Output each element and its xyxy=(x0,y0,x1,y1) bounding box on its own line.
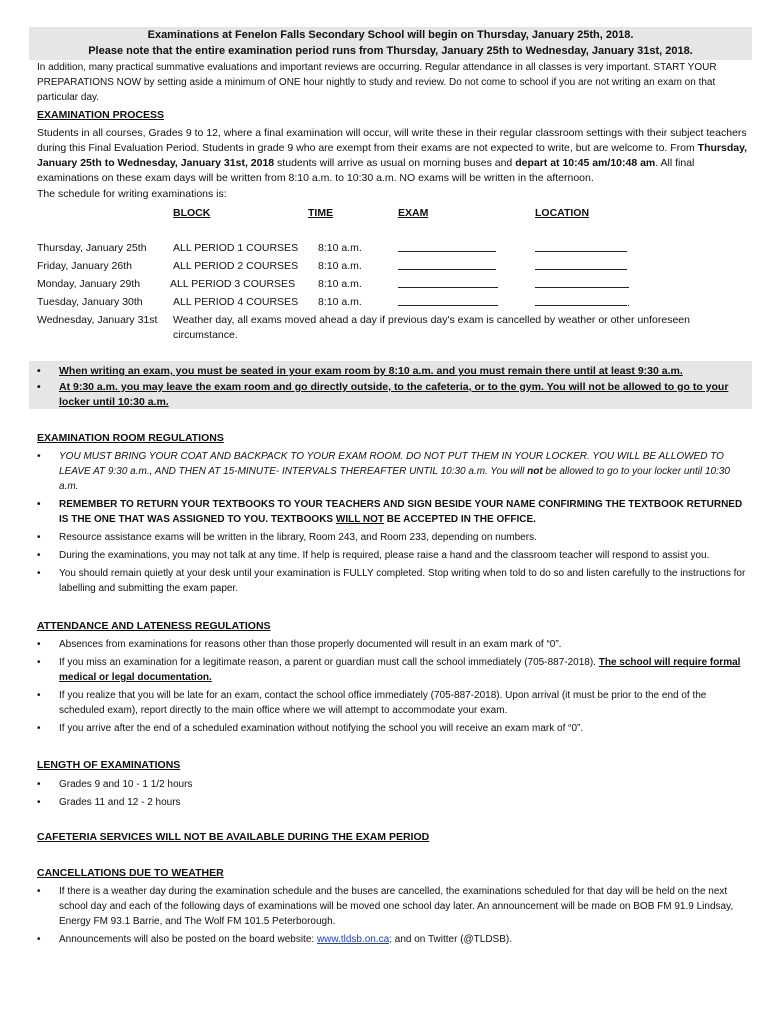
location-blank xyxy=(535,241,627,259)
weather-cancellation-rule: • If there is a weather day during the examination schedule and the buses are cancelled, the examinations scheduled for that day will be held on the next school day and each of the following days of examinations will be moved one school day later. An announcement will be made on BOB FM 91.9 Lindsay, Energy FM 93.1 Barrie, and The Wolf FM 101.5 Peterborough. xyxy=(37,884,752,929)
schedule-row-day: Friday, January 26th xyxy=(37,260,132,272)
coat-rule xyxy=(37,449,752,494)
announcements-item xyxy=(37,932,752,947)
title-banner xyxy=(29,27,752,60)
coat-rule-text: YOU MUST BRING YOUR COAT AND BACKPACK TO YOUR EXAM ROOM. DO NOT PUT THEM IN YOUR LOCKER. YOU WILL BE ALLOWED TO LEAVE AT 9:30 a.m., AND THEN AT 15-MINUTE- INTERVALS THEREAFTER UNTIL 10:30 a.m. You will xyxy=(59,450,724,477)
seating-note: • When writing an exam, you must be seated in your exam room by 8:10 a.m. and you must remain there until at least 9:30 a.m. xyxy=(37,364,742,379)
exam-blank xyxy=(398,295,498,313)
process-text-c: . All final examinations on these exam days will be written from 8:10 a.m. to 10:30 a.m. NO exams will be written in the afternoon. xyxy=(37,156,695,184)
schedule-row-day: Monday, January 29th xyxy=(37,278,141,290)
examination-process-section xyxy=(37,108,752,201)
weather-section xyxy=(37,866,752,950)
attendance-heading: ATTENDANCE AND LATENESS REGULATIONS xyxy=(37,620,271,632)
schedule-row-day: Thursday, January 25th xyxy=(37,242,147,254)
schedule-row-time: 8:10 a.m. xyxy=(318,242,362,254)
schedule-row-time: 8:10 a.m. xyxy=(318,278,362,290)
examination-process-heading: EXAMINATION PROCESS xyxy=(37,109,164,121)
twitter-text: and on Twitter (@TLDSB). xyxy=(392,933,513,945)
missed-exam-documentation: The school will require formal medical or legal documentation. xyxy=(59,656,741,683)
schedule-row-block: ALL PERIOD 3 COURSES xyxy=(170,278,296,290)
textbook-rule-text-b: BE ACCEPTED IN THE OFFICE xyxy=(384,513,534,525)
length-senior: • Grades 11 and 12 - 2 hours xyxy=(37,795,752,810)
schedule-row-block: ALL PERIOD 2 COURSES xyxy=(173,260,299,272)
textbook-rule-period: . xyxy=(533,513,536,525)
quiet-rule: • You should remain quietly at your desk until your examination is FULLY completed. Stop writing when told to do so and listen carefully to the instructions for labelling and submitting the exam paper. xyxy=(37,566,752,596)
exam-blank xyxy=(398,241,496,259)
talking-rule: • During the examinations, you may not talk at any time. If help is required, please raise a hand and the classroom teacher will respond to assist you. xyxy=(37,548,752,563)
exam-blank xyxy=(398,277,498,295)
length-section xyxy=(37,758,752,813)
weather-day-label: Wednesday, January 31st xyxy=(37,314,158,326)
board-website-link[interactable]: www.tldsb.on.ca; xyxy=(316,933,392,945)
length-heading: LENGTH OF EXAMINATIONS xyxy=(37,759,181,771)
schedule-row-time: 8:10 a.m. xyxy=(318,296,362,308)
missed-exam-text: If you miss an examination for a legitimate reason, a parent or guardian must call the school immediately (705-887-2018). xyxy=(59,656,599,668)
late-rule: • If you realize that you will be late for an exam, contact the school office immediately (705-887-2018). Upon arrival (it must be prior to the end of the scheduled exam), report directly to the main office where we will attempt to accommodate your exam. xyxy=(37,688,752,718)
schedule-header-time: TIME xyxy=(308,207,334,219)
process-text-b: students will arrive as usual on morning buses and xyxy=(274,156,516,169)
title-line-1: Examinations at Fenelon Falls Secondary School will begin on Thursday, January 25th, 2018. xyxy=(147,29,634,41)
announcements-text: Announcements will also be posted on the board website: xyxy=(59,933,317,945)
schedule-header-location: LOCATION xyxy=(535,207,590,219)
process-depart-time: depart at 10:45 am/10:48 am xyxy=(515,156,656,169)
missed-exam-rule xyxy=(37,655,752,685)
location-blank: . xyxy=(535,295,630,313)
location-blank xyxy=(535,259,627,277)
schedule-row-block: ALL PERIOD 1 COURSES xyxy=(173,242,299,254)
weather-day-text: Weather day, all exams moved ahead a day if previous day's exam is cancelled by weather or other unforeseen circumstance. xyxy=(173,314,690,341)
after-end-rule: • If you arrive after the end of a scheduled examination without notifying the school you will receive an exam mark of “0”. xyxy=(37,721,752,736)
textbook-rule xyxy=(37,497,752,527)
leaving-note: • At 9:30 a.m. you may leave the exam room and go directly outside, to the cafeteria, or to the gym. You will not be allowed to go to your locker until 10:30 a.m. xyxy=(37,380,742,410)
absence-rule: • Absences from examinations for reasons other than those properly documented will result in an exam mark of “0”. xyxy=(37,637,752,652)
schedule-header-exam: EXAM xyxy=(398,207,429,219)
examination-process-paragraph xyxy=(37,126,752,186)
length-junior: • Grades 9 and 10 - 1 1/2 hours xyxy=(37,777,752,792)
textbook-rule-will-not: WILL NOT xyxy=(335,513,385,525)
schedule-row-block: ALL PERIOD 4 COURSES xyxy=(173,296,299,308)
schedule-row-day: Tuesday, January 30th xyxy=(37,296,143,308)
room-regulations-heading: EXAMINATION ROOM REGULATIONS xyxy=(37,432,224,444)
room-regulations-section xyxy=(37,431,752,599)
location-blank xyxy=(535,277,629,295)
seating-notes-box xyxy=(29,361,752,409)
coat-rule-not: not xyxy=(527,465,543,477)
title-line-2: Please note that the entire examination period runs from Thursday, January 25th to Wednesday, January 31st, 2018. xyxy=(88,45,693,57)
process-dates: Thursday, January 25th to Wednesday, January 31st, 2018 xyxy=(37,141,748,169)
intro-paragraph: In addition, many practical summative evaluations and important reviews are occurring. Regular attendance in all classes is very important. START YOUR PREPARATIONS NOW by setting aside a minimum of ONE hour nightly to study and review. Do not come to school if you are not writing an exam on that particular day. xyxy=(37,62,717,103)
textbook-rule-text: REMEMBER TO RETURN YOUR TEXTBOOKS TO YOUR TEACHERS AND SIGN BESIDE YOUR NAME CONFIRMING THE TEXTBOOK RETURNED IS THE ONE THAT WAS ASSIGNED TO YOU. TEXTBOOKS xyxy=(59,498,743,525)
schedule-row-time: 8:10 a.m. xyxy=(318,260,362,272)
cafeteria-section xyxy=(37,830,752,845)
resource-rule: • Resource assistance exams will be written in the library, Room 243, and Room 233, depending on numbers. xyxy=(37,530,752,545)
process-text-a: Students in all courses, Grades 9 to 12, where a final examination will occur, will write these in their regular classroom settings with their subject teachers during this Final Evaluation Period. Students in grade 9 who are exempt from their exams are not expected to write, but are welcome to. From xyxy=(37,126,747,154)
attendance-section xyxy=(37,619,752,739)
coat-rule-text-b: be allowed to go to your locker until 10:30 a.m. xyxy=(59,465,730,492)
schedule-intro: The schedule for writing examinations is: xyxy=(37,187,227,200)
cafeteria-heading: CAFETERIA SERVICES WILL NOT BE AVAILABLE DURING THE EXAM PERIOD xyxy=(37,831,430,843)
exam-blank xyxy=(398,259,496,277)
weather-heading: CANCELLATIONS DUE TO WEATHER xyxy=(37,867,224,879)
schedule-header-block: BLOCK xyxy=(173,207,211,219)
